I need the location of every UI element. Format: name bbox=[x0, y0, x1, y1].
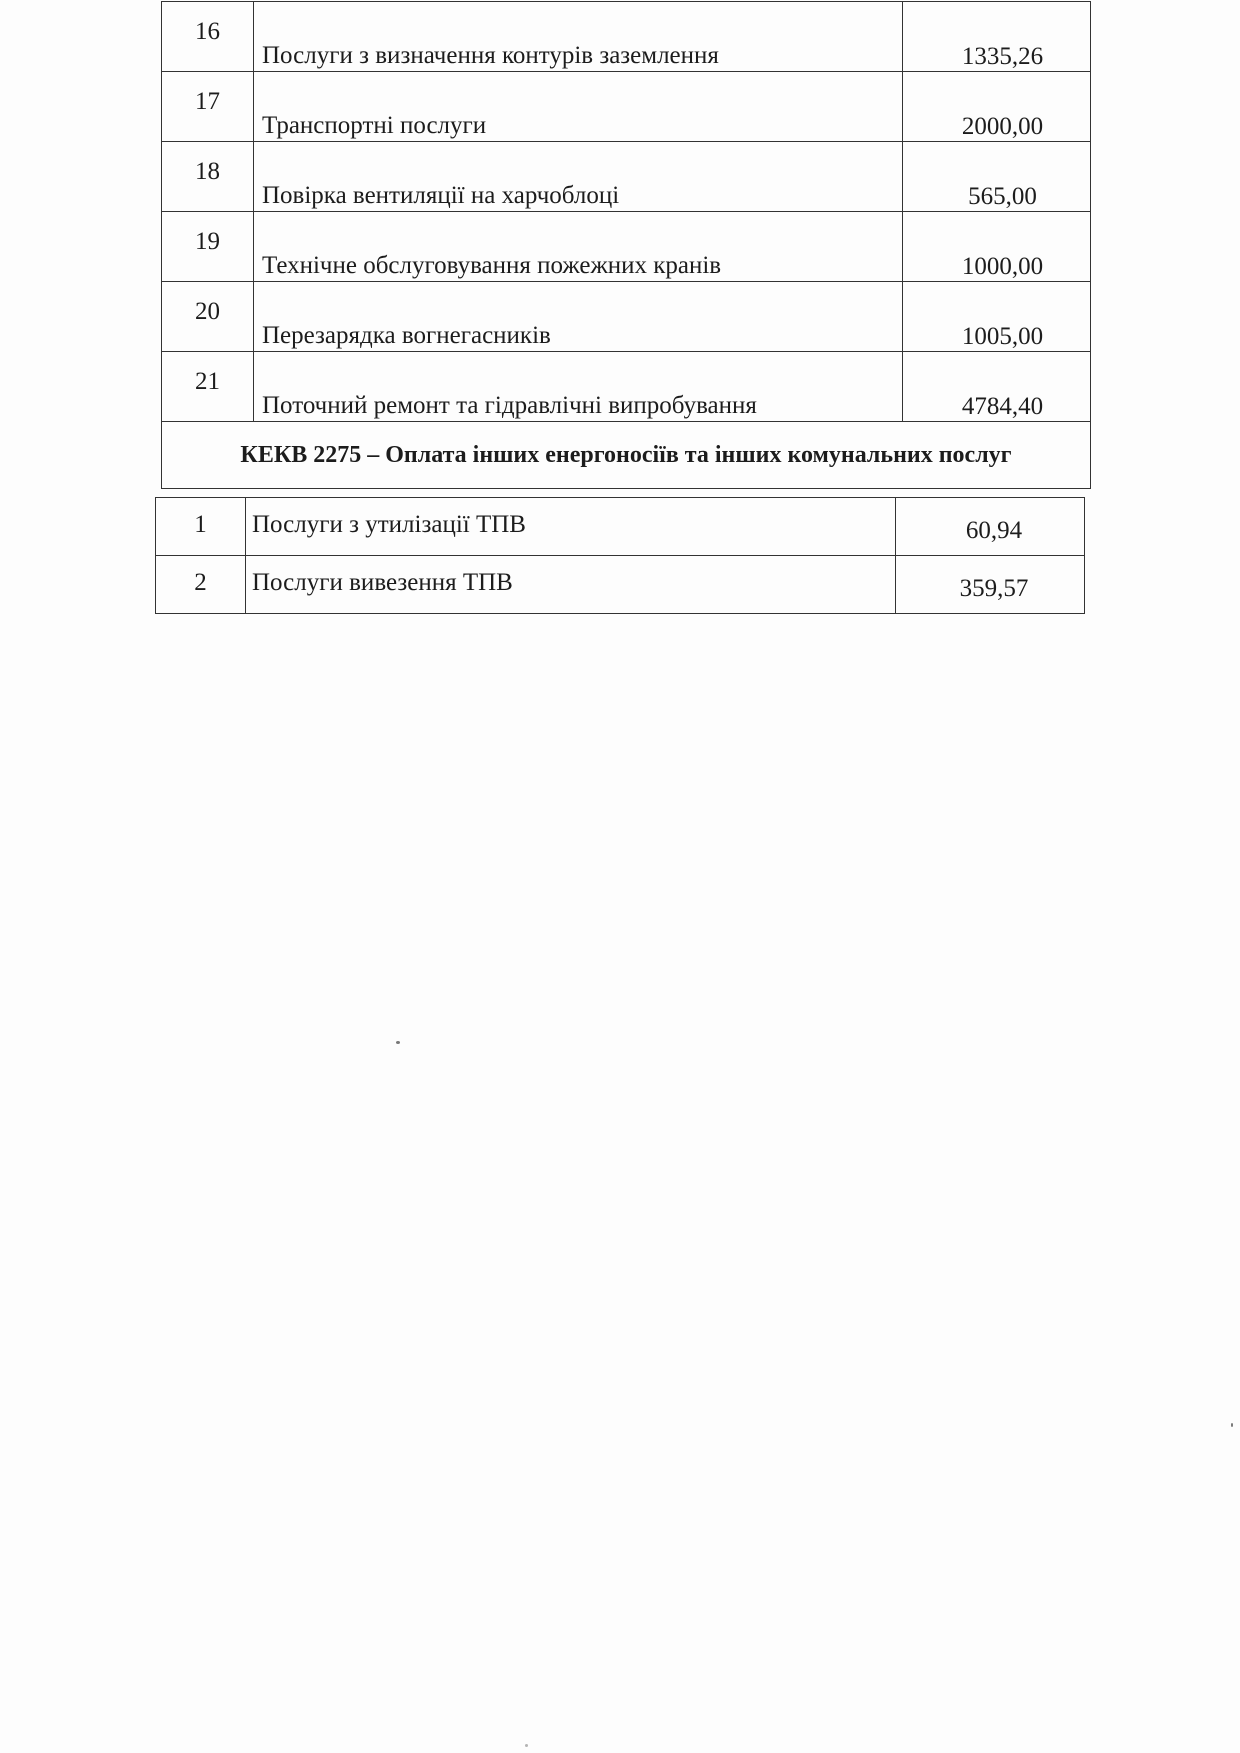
table-row bbox=[162, 2, 1091, 72]
scan-speck bbox=[396, 1041, 400, 1044]
amount-value: 60,94 bbox=[896, 498, 1085, 556]
table-row bbox=[156, 498, 1085, 556]
section-heading-row bbox=[162, 422, 1091, 489]
table-row bbox=[156, 556, 1085, 614]
amount-value: 1005,00 bbox=[903, 282, 1091, 352]
utilities-table bbox=[155, 497, 1085, 614]
service-name: Повірка вентиляції на харчоблоці bbox=[254, 142, 903, 212]
service-name: Технічне обслуговування пожежних кранів bbox=[254, 212, 903, 282]
service-name: Перезарядка вогнегасників bbox=[254, 282, 903, 352]
amount-value: 1335,26 bbox=[903, 2, 1091, 72]
row-number: 18 bbox=[162, 142, 254, 212]
row-number: 16 bbox=[162, 2, 254, 72]
amount-value: 565,00 bbox=[903, 142, 1091, 212]
row-number: 17 bbox=[162, 72, 254, 142]
table-row bbox=[162, 212, 1091, 282]
service-name: Транспортні послуги bbox=[254, 72, 903, 142]
row-number: 20 bbox=[162, 282, 254, 352]
row-number: 21 bbox=[162, 352, 254, 422]
table-row bbox=[162, 352, 1091, 422]
amount-value: 359,57 bbox=[896, 556, 1085, 614]
table-row bbox=[162, 282, 1091, 352]
row-number: 19 bbox=[162, 212, 254, 282]
amount-value: 4784,40 bbox=[903, 352, 1091, 422]
expense-table bbox=[161, 1, 1091, 489]
table-row bbox=[162, 72, 1091, 142]
amount-value: 2000,00 bbox=[903, 72, 1091, 142]
service-name: Послуги з утилізації ТПВ bbox=[246, 498, 896, 556]
service-name: Поточний ремонт та гідравлічні випробування bbox=[254, 352, 903, 422]
amount-value: 1000,00 bbox=[903, 212, 1091, 282]
row-number: 2 bbox=[156, 556, 246, 614]
scan-speck bbox=[525, 1744, 528, 1747]
service-name: Послуги з визначення контурів заземлення bbox=[254, 2, 903, 72]
service-name: Послуги вивезення ТПВ bbox=[246, 556, 896, 614]
section-heading: КЕКВ 2275 – Оплата інших енергоносіїв та інших комунальних послуг bbox=[162, 422, 1091, 489]
row-number: 1 bbox=[156, 498, 246, 556]
table-row bbox=[162, 142, 1091, 212]
scan-speck bbox=[1231, 1423, 1233, 1427]
